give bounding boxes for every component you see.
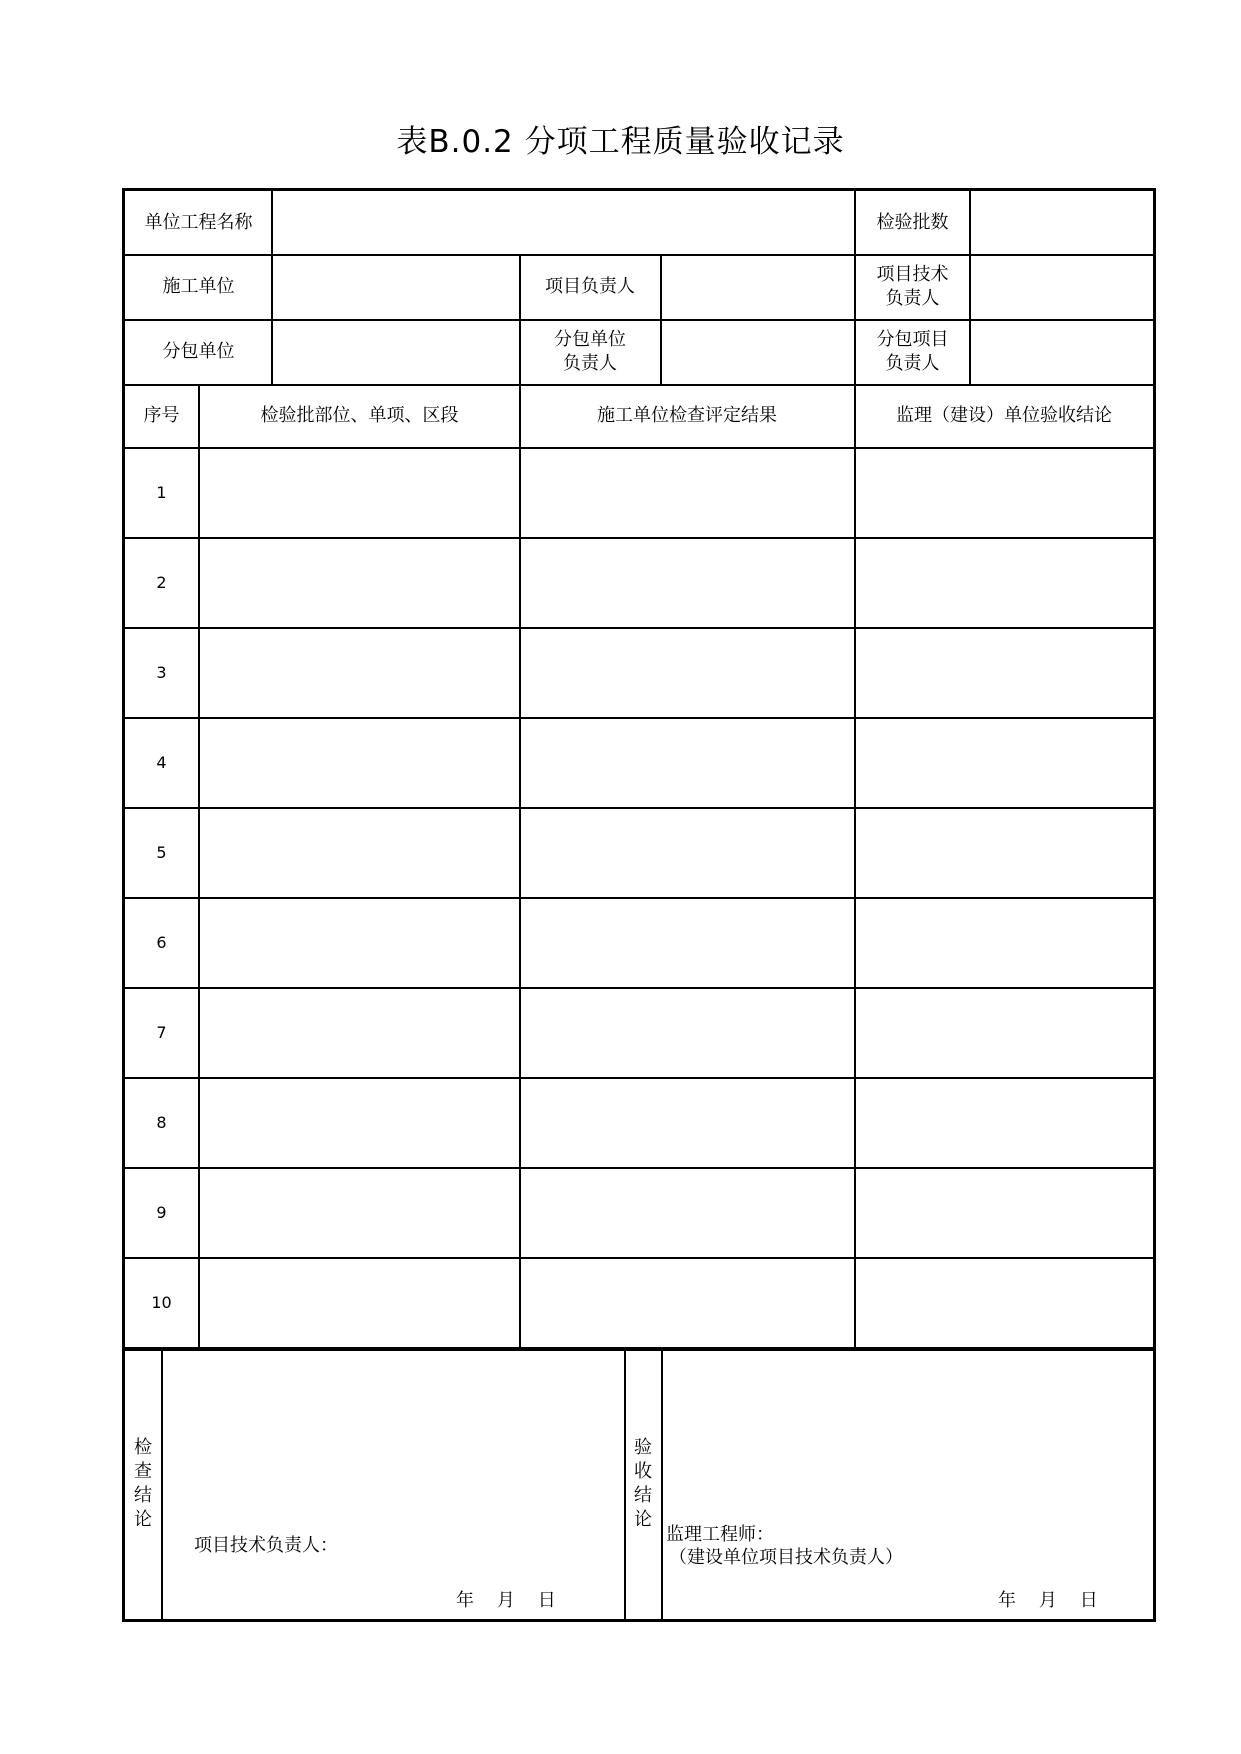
row-seq-10: 10 [151, 1293, 172, 1312]
subcontract-project-leader-line2: 负责人 [885, 353, 940, 374]
subcontract-project-leader-label [855, 320, 970, 384]
date-right: 年 月 日 [998, 1590, 1098, 1611]
inspection-batch-count-value[interactable] [971, 191, 1153, 255]
project-leader-value[interactable] [662, 255, 854, 319]
row-divider [125, 447, 1153, 449]
subcontract-leader-line2: 负责人 [563, 353, 617, 374]
acceptance-record-table [122, 188, 1156, 1622]
row-divider [125, 807, 1153, 809]
row-seq-4: 4 [156, 753, 167, 772]
subcontract-unit-label: 分包单位 [162, 341, 235, 362]
unit-project-name-value[interactable] [273, 191, 854, 255]
check-conclusion-char: 结 [134, 1485, 152, 1506]
row-seq-5: 5 [156, 843, 167, 862]
row-seq-3: 3 [156, 663, 167, 682]
row-seq-6: 6 [156, 933, 167, 952]
subcontract-project-leader-line1: 分包项目 [876, 329, 949, 350]
check-conclusion-char: 论 [134, 1509, 152, 1530]
row-divider [125, 537, 1153, 539]
project-tech-leader-value[interactable] [971, 255, 1153, 319]
row-divider [125, 627, 1153, 629]
col-divider [198, 384, 200, 1349]
row-divider [125, 1167, 1153, 1169]
check-conclusion-label [125, 1350, 161, 1618]
row-seq-7: 7 [156, 1023, 167, 1042]
subcontract-leader-label [520, 320, 660, 384]
acceptance-conclusion-char: 验 [634, 1437, 652, 1458]
page-title: 表B.0.2 分项工程质量验收记录 [396, 124, 845, 160]
col-header-seq: 序号 [143, 405, 180, 426]
subcontract-project-leader-value[interactable] [971, 320, 1153, 384]
owner-tech-leader-label: （建设单位项目技术负责人） [669, 1547, 903, 1568]
acceptance-conclusion-char: 论 [634, 1509, 652, 1530]
acceptance-conclusion-char: 收 [634, 1461, 652, 1482]
col-divider [161, 1349, 163, 1619]
subcontract-leader-line1: 分包单位 [554, 329, 626, 350]
row-seq-8: 8 [156, 1113, 167, 1132]
acceptance-conclusion-char: 结 [634, 1485, 652, 1506]
row-divider [125, 987, 1153, 989]
subcontract-unit-value[interactable] [273, 320, 519, 384]
subcontract-leader-value[interactable] [662, 320, 854, 384]
row-divider [125, 1257, 1153, 1259]
row-seq-2: 2 [156, 573, 167, 592]
col-header-construction-result: 施工单位检查评定结果 [597, 405, 777, 426]
acceptance-conclusion-label [625, 1350, 661, 1618]
col-divider [661, 1349, 663, 1619]
row-divider [125, 897, 1153, 899]
row-divider [125, 717, 1153, 719]
project-tech-leader-line1: 项目技术 [876, 264, 949, 285]
check-conclusion-char: 查 [134, 1461, 152, 1482]
col-divider [519, 384, 521, 1349]
project-leader-label: 项目负责人 [545, 276, 635, 297]
date-left: 年 月 日 [456, 1590, 556, 1611]
construction-unit-value[interactable] [273, 255, 519, 319]
project-tech-leader-label [855, 255, 970, 319]
check-conclusion-char: 检 [134, 1437, 152, 1458]
col-header-supervision-conclusion: 监理（建设）单位验收结论 [896, 405, 1112, 426]
construction-unit-label: 施工单位 [162, 276, 235, 297]
inspection-batch-count-label: 检验批数 [876, 212, 949, 233]
col-header-location: 检验批部位、单项、区段 [260, 405, 459, 426]
row-divider [125, 1077, 1153, 1079]
supervision-engineer-label: 监理工程师： [666, 1524, 774, 1545]
row-seq-1: 1 [156, 483, 167, 502]
unit-project-name-label: 单位工程名称 [144, 212, 253, 233]
project-tech-signature-label: 项目技术负责人： [194, 1535, 338, 1556]
project-tech-leader-line2: 负责人 [885, 288, 940, 309]
row-seq-9: 9 [156, 1203, 167, 1222]
